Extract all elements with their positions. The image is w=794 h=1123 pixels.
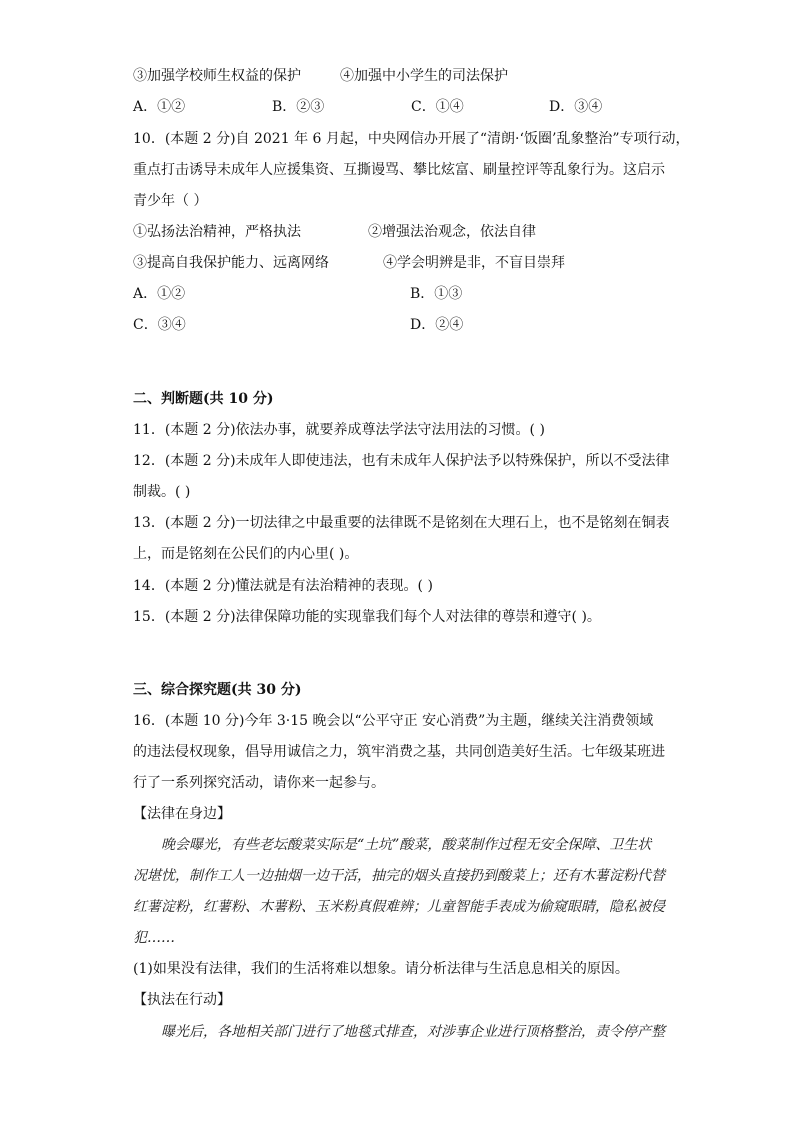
section-3-title: 三、综合探究题(共 30 分) (133, 682, 302, 698)
q10-option-d: D．②④ (410, 317, 464, 333)
material-1-line-3: 红薯淀粉，红薯粉、木薯粉、玉米粉真假难辨；儿童智能手表成为偷窥眼睛，隐私被侵 (133, 899, 665, 915)
subsection-law-enforcement-title: 【执法在行动】 (133, 992, 231, 1008)
material-1-line-2: 况堪忧，制作工人一边抽烟一边干活，抽完的烟头直接扔到酸菜上；还有木薯淀粉代替 (133, 868, 665, 884)
q16-question-1: (1)如果没有法律，我们的生活将难以想象。请分析法律与生活息息相关的原因。 (133, 961, 629, 977)
q13-line-1: 13．(本题 2 分)一切法律之中最重要的法律既不是铭刻在大理石上，也不是铭刻在铜表 (133, 515, 670, 531)
q16-stem-line-2: 的违法侵权现象，倡导用诚信之力，筑牢消费之基，共同创造美好生活。七年级某班进 (133, 744, 665, 760)
q9-option-b: B．②③ (272, 99, 325, 115)
q10-choice-4: ④学会明辨是非，不盲目崇拜 (383, 255, 565, 271)
q15: 15．(本题 2 分)法律保障功能的实现靠我们每个人对法律的尊崇和遵守( )。 (133, 609, 601, 625)
q14: 14．(本题 2 分)懂法就是有法治精神的表现。( ) (133, 578, 433, 594)
material-1-line-1: 晚会曝光，有些老坛酸菜实际是“土坑”酸菜，酸菜制作过程无安全保障、卫生状 (161, 837, 652, 853)
q16-stem-line-3: 行了一系列探究活动，请你来一起参与。 (133, 775, 385, 791)
q16-stem-line-1: 16．(本题 10 分)今年 3·15 晚会以“公平守正 安心消费”为主题，继续关注消费领域 (133, 713, 654, 729)
q9-choice-4: ④加强中小学生的司法保护 (340, 68, 508, 84)
material-2-line-1: 曝光后，各地相关部门进行了地毯式排查，对涉事企业进行顶格整治，责令停产整 (161, 1024, 665, 1040)
q13-line-2: 上，而是铭刻在公民们的内心里( )。 (133, 546, 359, 562)
q10-choice-3: ③提高自我保护能力、远离网络 (133, 255, 329, 271)
material-1-line-4: 犯…… (133, 930, 175, 946)
q10-option-a: A．①② (133, 286, 186, 302)
q12-line-1: 12．(本题 2 分)未成年人即使违法，也有未成年人保护法予以特殊保护，所以不受法律 (133, 453, 670, 469)
q10-choice-1: ①弘扬法治精神，严格执法 (133, 224, 301, 240)
q9-option-c: C．①④ (411, 99, 464, 115)
q9-option-d: D．③④ (549, 99, 603, 115)
q9-choice-3: ③加强学校师生权益的保护 (133, 68, 301, 84)
q12-line-2: 制裁。( ) (133, 484, 191, 500)
q9-option-a: A．①② (133, 99, 186, 115)
q10-stem-line-3: 青少年（ ） (133, 193, 208, 209)
q10-option-b: B．①③ (410, 286, 463, 302)
q10-stem-line-1: 10．(本题 2 分)自 2021 年 6 月起，中央网信办开展了“清朗·‘饭圈’乱象整治”专项行动， (133, 131, 690, 147)
q10-choice-2: ②增强法治观念，依法自律 (368, 224, 536, 240)
q10-option-c: C．③④ (133, 317, 186, 333)
subsection-law-around-title: 【法律在身边】 (133, 806, 231, 822)
q10-stem-line-2: 重点打击诱导未成年人应援集资、互撕谩骂、攀比炫富、刷量控评等乱象行为。这启示 (133, 162, 665, 178)
q11: 11．(本题 2 分)依法办事，就要养成尊法学法守法用法的习惯。( ) (133, 422, 545, 438)
section-2-title: 二、判断题(共 10 分) (133, 391, 274, 407)
